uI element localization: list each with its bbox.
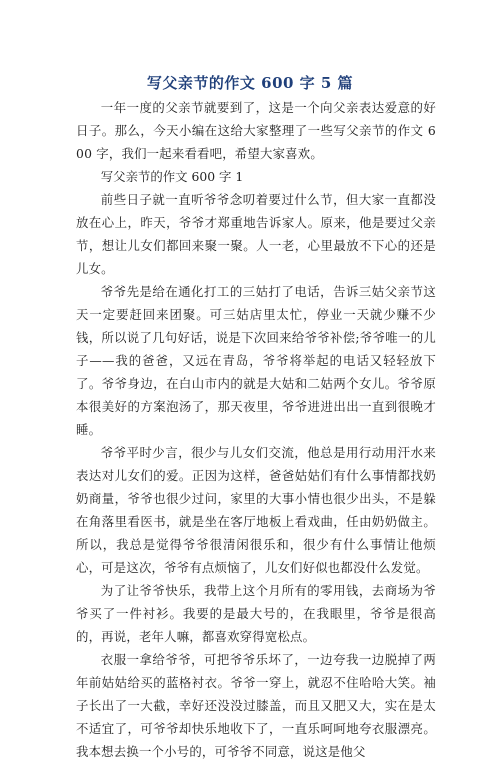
- intro-paragraph: 一年一度的父亲节就要到了，这是一个向父亲表达爱意的好日子。那么，今天小编在这给大家整理了一些写父亲节的作文 600 字，我们一起来看看吧，希望大家喜欢。: [76, 100, 436, 161]
- body-paragraph-1: 前些日子就一直听爷爷念叨着要过什么节，但大家一直都没放在心上，昨天，爷爷才郑重地告诉家人。原来，他是要过父亲节，想让儿女们都回来聚一聚。人一老，心里最放不下心的还是儿女。: [76, 192, 436, 276]
- section-heading: 写父亲节的作文 600 字 1: [100, 169, 244, 184]
- body-paragraph-4: 为了让爷爷快乐，我带上这个月所有的零用钱，去商场为爷爷买了一件衬衫。我要的是最大号的，在我眼里，爷爷是很高的，再说，老年人嘛，都喜欢穿得宽松点。: [76, 583, 436, 644]
- body-paragraph-2: 爷爷先是给在通化打工的三姑打了电话，告诉三姑父亲节这天一定要赶回来团聚。可三姑店里太忙，停业一天就少赚不少钱，所以说了几句好话，说是下次回来给爷爷补偿;爷爷唯一的儿子——我的爸爸，又远在青岛，爷爷将举起的电话又轻轻放下了。爷爷身边，在白山市内的就是大姑和二姑两个女儿。爷爷原本很美好的方案泡汤了，那天夜里，爷爷进进出出一直到很晚才睡。: [76, 284, 436, 437]
- body-paragraph-5: 衣服一拿给爷爷，可把爷爷乐坏了，一边夸我一边脱掉了两年前姑姑给买的蓝格衬衣。爷爷一穿上，就忍不住哈哈大笑。袖子长出了一大截，幸好还没没过膝盖，而且又肥又大，实在是太不适宜了，可爷爷却快乐地收下了，一直乐呵呵地夸衣服漂亮。我本想去换一个小号的，可爷爷不同意，说这是他父: [76, 652, 436, 759]
- document-body: [76, 96, 436, 763]
- document-title: 写父亲节的作文 600 字 5 篇: [146, 74, 354, 92]
- body-paragraph-3: 爷爷平时少言，很少与儿女们交流，他总是用行动用汗水来表达对儿女们的爱。正因为这样，爸爸姑姑们有什么事情都找奶奶商量，爷爷也很少过问，家里的大事小情也很少出头，不是躲在角落里看医书，就是坐在客厅地板上看戏曲，任由奶奶做主。所以，我总是觉得爷爷很清闲很乐和，很少有什么事情让他烦心，可是这次，爷爷有点烦恼了，儿女们好似也都没什么发觉。: [76, 445, 436, 575]
